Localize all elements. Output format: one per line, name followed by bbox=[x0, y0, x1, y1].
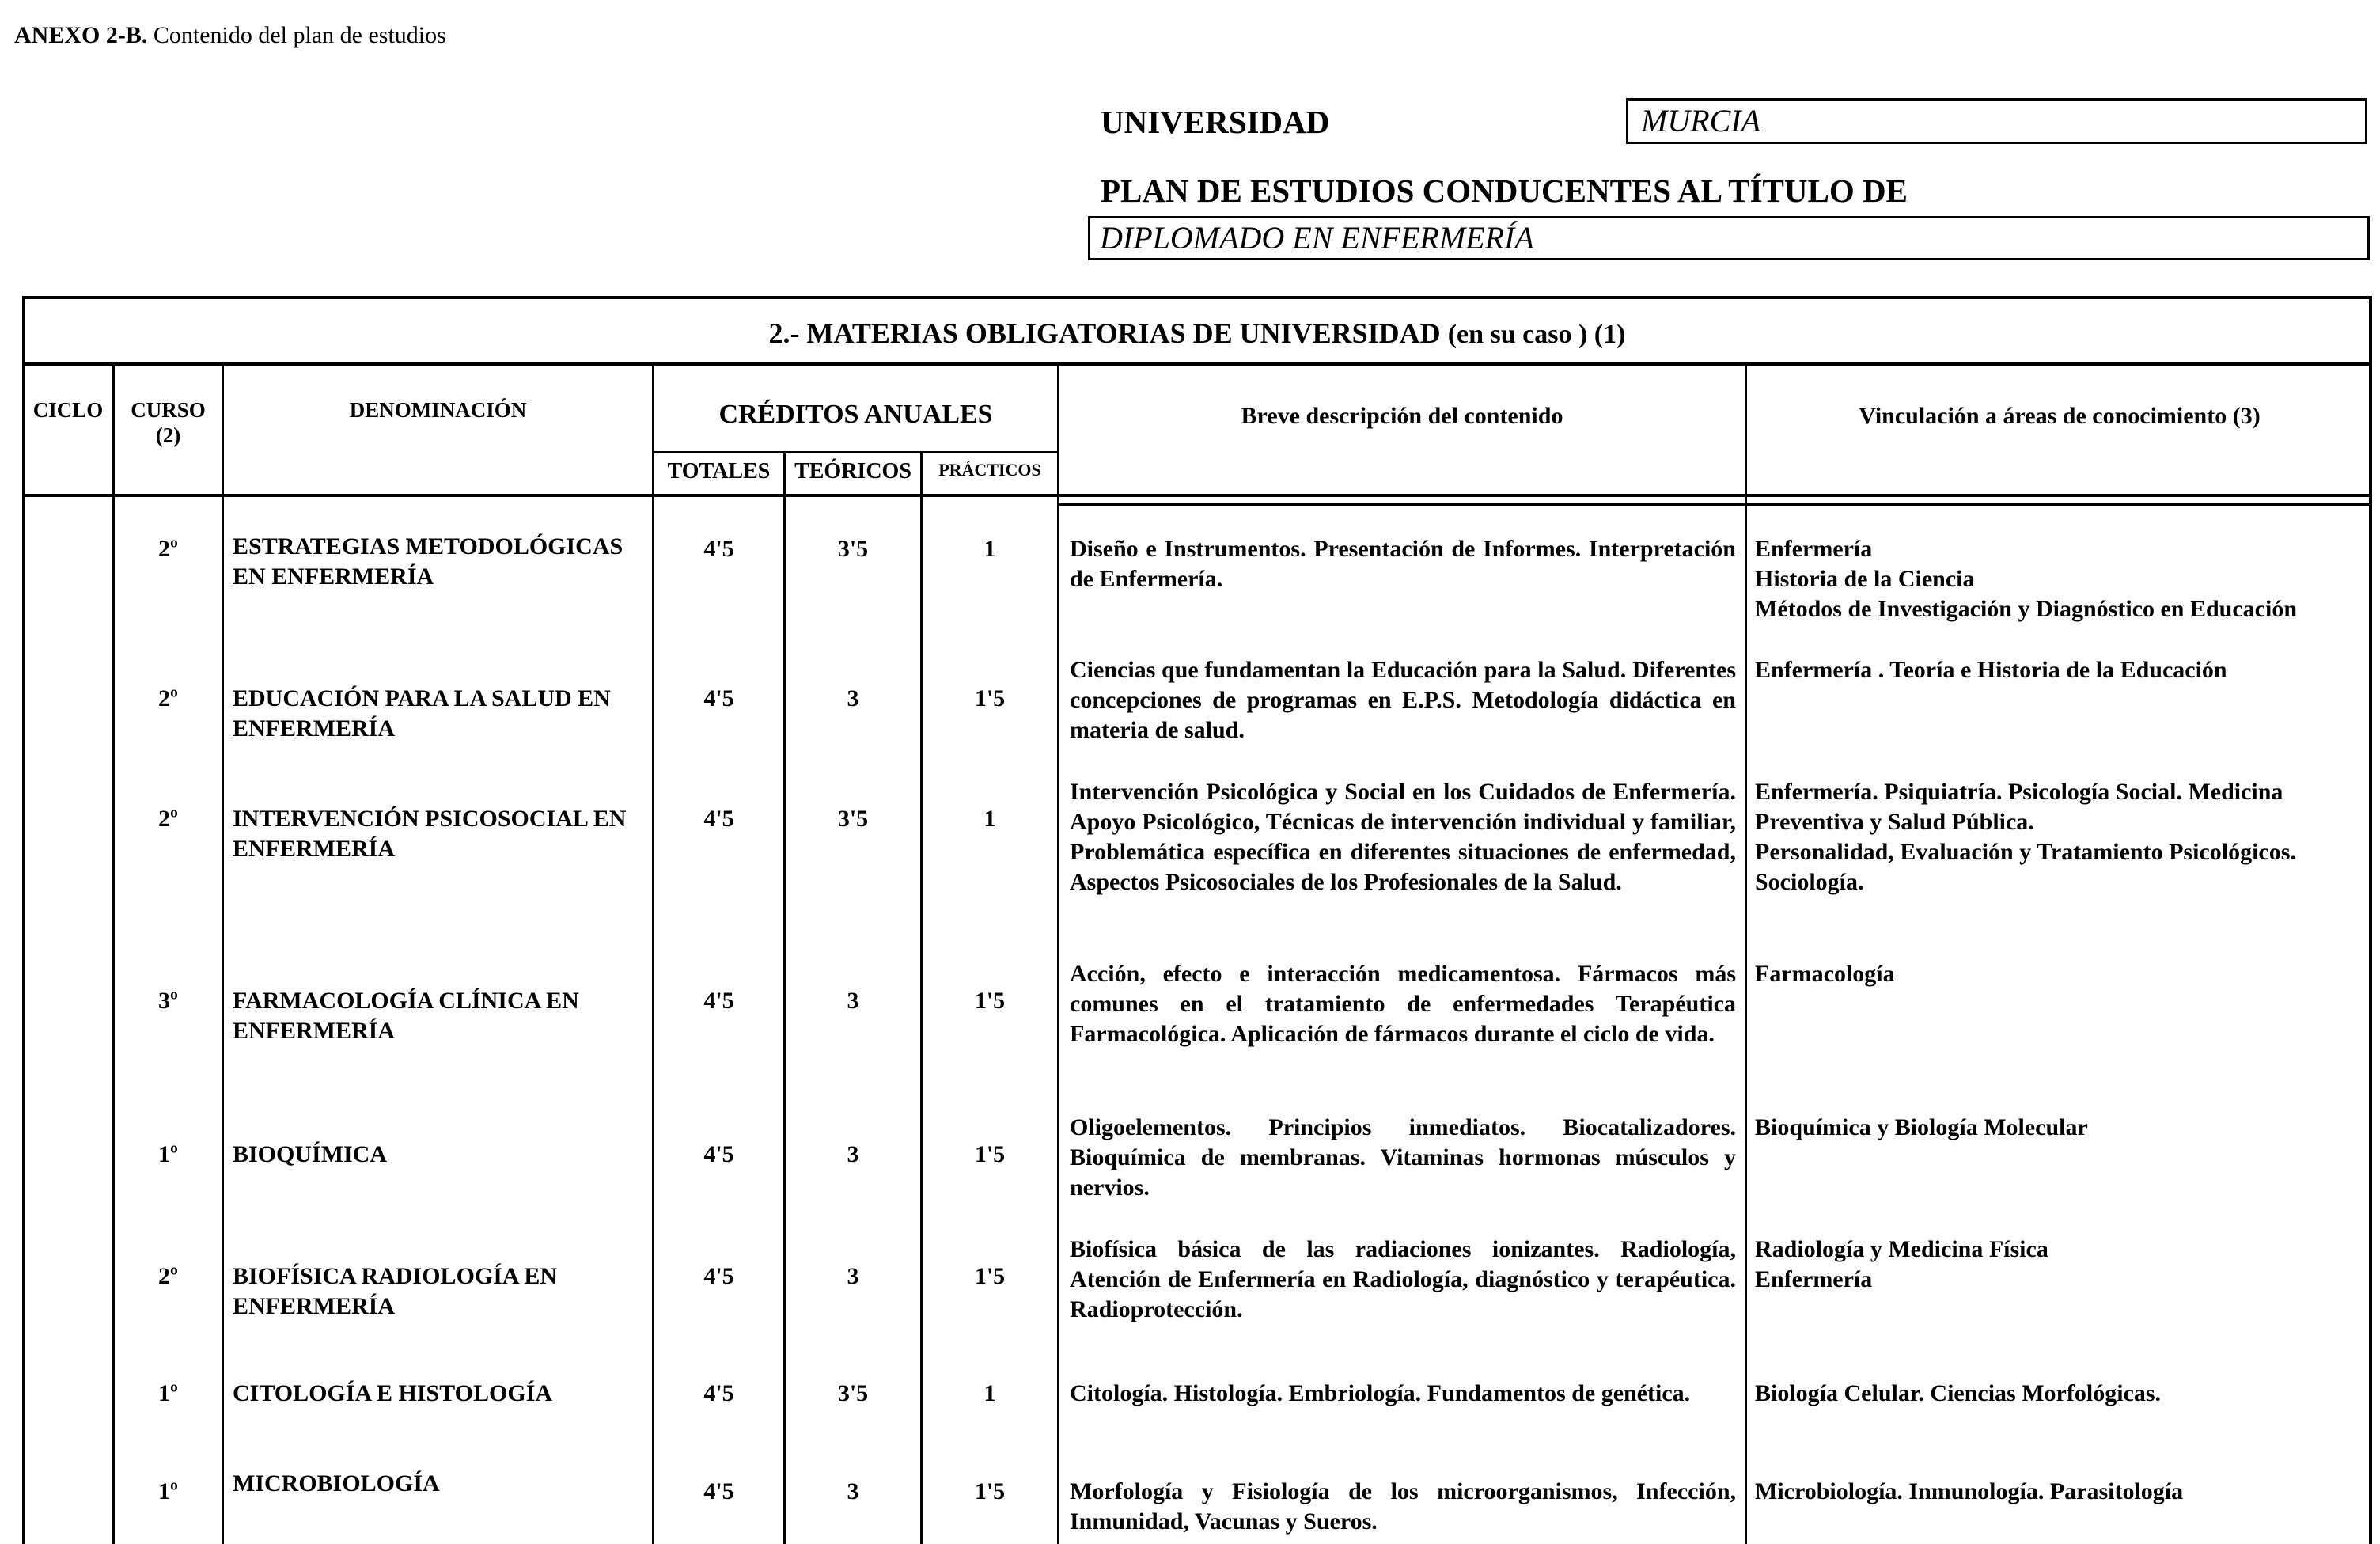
table-title-main: 2.- MATERIAS OBLIGATORIAS DE UNIVERSIDAD bbox=[768, 317, 1441, 349]
header-creditos: CRÉDITOS ANUALES bbox=[718, 400, 993, 429]
header-practicos: PRÁCTICOS bbox=[938, 460, 1041, 480]
row-vinculacion: Farmacología bbox=[1755, 961, 1895, 987]
university-value-box: MURCIA bbox=[1626, 98, 2367, 144]
header-divider bbox=[22, 494, 2372, 497]
row-denominacion: BIOQUÍMICA bbox=[233, 1141, 388, 1167]
plan-value-box: DIPLOMADO EN ENFERMERÍA bbox=[1088, 216, 2370, 260]
row-vinculacion: Enfermería Historia de la Ciencia Métodos de Investigación y Diagnóstico en Educación bbox=[1755, 536, 2298, 622]
row-teoricos: 3 bbox=[847, 1141, 859, 1167]
row-practicos: 1'5 bbox=[974, 1141, 1006, 1167]
row-curso: 1º bbox=[158, 1478, 178, 1504]
header-divider-secondary bbox=[1057, 503, 2372, 506]
row-totales: 4'5 bbox=[703, 685, 734, 711]
row-vinculacion: Enfermería . Teoría e Historia de la Educación bbox=[1755, 657, 2227, 683]
row-vinculacion: Radiología y Medicina Física Enfermería bbox=[1755, 1236, 2048, 1292]
row-practicos: 1 bbox=[983, 536, 996, 562]
row-teoricos: 3'5 bbox=[837, 536, 869, 562]
header-descripcion: Breve descripción del contenido bbox=[1241, 403, 1563, 429]
header-curso-note: (2) bbox=[155, 423, 181, 447]
row-denominacion: BIOFÍSICA RADIOLOGÍA EN ENFERMERÍA bbox=[233, 1263, 558, 1319]
row-totales: 4'5 bbox=[703, 1380, 734, 1406]
row-curso: 2º bbox=[158, 685, 178, 711]
row-curso: 2º bbox=[158, 1263, 178, 1289]
col-divider-practicos bbox=[1057, 362, 1059, 1544]
row-denominacion: CITOLOGÍA E HISTOLOGÍA bbox=[233, 1380, 553, 1406]
row-teoricos: 3 bbox=[847, 1478, 859, 1504]
row-practicos: 1 bbox=[983, 1380, 996, 1406]
row-descripcion: Biofísica básica de las radiaciones ionizantes. Radiología, Atención de Enfermería en Radiología, diagnóstico y terapéutica. Radioprotección. bbox=[1070, 1236, 1736, 1322]
row-vinculacion: Biología Celular. Ciencias Morfológicas. bbox=[1755, 1380, 2162, 1406]
row-descripcion: Diseño e Instrumentos. Presentación de Informes. Interpretación de Enfermería. bbox=[1070, 536, 1736, 592]
title-divider bbox=[22, 362, 2372, 366]
header-ciclo: CICLO bbox=[32, 398, 104, 422]
row-curso: 3º bbox=[158, 988, 178, 1014]
row-vinculacion: Microbiología. Inmunología. Parasitología bbox=[1755, 1478, 2184, 1504]
row-denominacion: INTERVENCIÓN PSICOSOCIAL EN ENFERMERÍA bbox=[233, 806, 627, 862]
header-denominacion: DENOMINACIÓN bbox=[349, 398, 527, 422]
row-totales: 4'5 bbox=[703, 988, 734, 1014]
credits-subheader-divider bbox=[652, 451, 1057, 453]
row-descripcion: Morfología y Fisiología de los microorganismos, Infección, Inmunidad, Vacunas y Sueros. bbox=[1070, 1478, 1736, 1535]
row-curso: 2º bbox=[158, 806, 178, 832]
row-descripcion: Intervención Psicológica y Social en los Cuidados de Enfermería. Apoyo Psicológico, Técnicas de intervención individual y familiar, Problemática específica en diferentes situaciones de enfermedad, Aspectos Psicosociales de los Profesionales de la Salud. bbox=[1070, 779, 1736, 895]
table-frame bbox=[22, 296, 2372, 1544]
university-label: UNIVERSIDAD bbox=[1101, 104, 1330, 140]
row-denominacion: MICROBIOLOGÍA bbox=[233, 1470, 440, 1497]
col-divider-curso bbox=[222, 362, 224, 1544]
col-divider-descripcion bbox=[1745, 362, 1747, 1544]
row-vinculacion: Bioquímica y Biología Molecular bbox=[1755, 1114, 2088, 1140]
plan-label: PLAN DE ESTUDIOS CONDUCENTES AL TÍTULO DE bbox=[1101, 173, 1908, 209]
row-totales: 4'5 bbox=[703, 806, 734, 832]
row-practicos: 1'5 bbox=[974, 1263, 1006, 1289]
row-teoricos: 3 bbox=[847, 1263, 859, 1289]
row-denominacion: EDUCACIÓN PARA LA SALUD EN ENFERMERÍA bbox=[233, 685, 611, 742]
header-vinculacion: Vinculación a áreas de conocimiento (3) bbox=[1859, 403, 2261, 429]
row-curso: 2º bbox=[158, 536, 178, 562]
annex-heading bbox=[14, 22, 446, 49]
row-denominacion: FARMACOLOGÍA CLÍNICA EN ENFERMERÍA bbox=[233, 988, 579, 1044]
row-practicos: 1'5 bbox=[974, 685, 1006, 711]
table-title-suffix: (en su caso ) (1) bbox=[1447, 320, 1626, 349]
row-practicos: 1 bbox=[983, 806, 996, 832]
row-teoricos: 3 bbox=[847, 685, 859, 711]
row-totales: 4'5 bbox=[703, 536, 734, 562]
row-teoricos: 3'5 bbox=[837, 806, 869, 832]
header-curso-label: CURSO bbox=[131, 398, 206, 422]
row-practicos: 1'5 bbox=[974, 988, 1006, 1014]
row-teoricos: 3 bbox=[847, 988, 859, 1014]
row-totales: 4'5 bbox=[703, 1141, 734, 1167]
annex-text: Contenido del plan de estudios bbox=[153, 22, 446, 48]
row-descripcion: Oligoelementos. Principios inmediatos. Biocatalizadores. Bioquímica de membranas. Vitaminas hormonas músculos y nervios. bbox=[1070, 1114, 1736, 1201]
header-teoricos: TEÓRICOS bbox=[794, 459, 911, 484]
row-denominacion: ESTRATEGIAS METODOLÓGICAS EN ENFERMERÍA bbox=[233, 533, 623, 590]
row-descripcion: Acción, efecto e interacción medicamentosa. Fármacos más comunes en el tratamiento de enfermedades Terapéutica Farmacológica. Aplicación de fármacos durante el ciclo de vida. bbox=[1070, 961, 1736, 1047]
row-practicos: 1'5 bbox=[974, 1478, 1006, 1504]
header-totales: TOTALES bbox=[667, 459, 771, 484]
row-descripcion: Ciencias que fundamentan la Educación para la Salud. Diferentes concepciones de programas en E.P.S. Metodología didáctica en materia de salud. bbox=[1070, 657, 1736, 743]
header-curso bbox=[115, 397, 222, 448]
table-title bbox=[22, 296, 2372, 364]
row-descripcion: Citología. Histología. Embriología. Fundamentos de genética. bbox=[1070, 1380, 1691, 1406]
row-curso: 1º bbox=[158, 1141, 178, 1167]
annex-label: ANEXO 2-B. bbox=[14, 22, 148, 48]
row-vinculacion: Enfermería. Psiquiatría. Psicología Social. Medicina Preventiva y Salud Pública. Personalidad, Evaluación y Tratamiento Psicológicos. Sociología. bbox=[1755, 779, 2296, 895]
row-curso: 1º bbox=[158, 1380, 178, 1406]
row-teoricos: 3'5 bbox=[837, 1380, 869, 1406]
row-totales: 4'5 bbox=[703, 1478, 734, 1504]
row-totales: 4'5 bbox=[703, 1263, 734, 1289]
